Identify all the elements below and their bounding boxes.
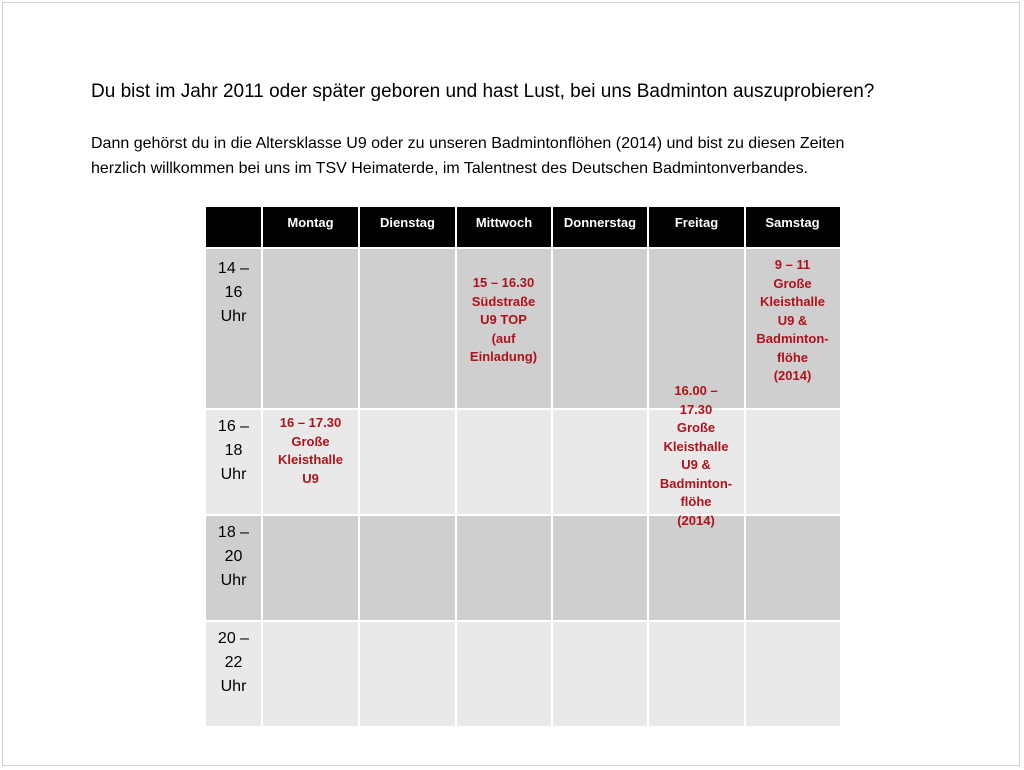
slot-label-18-20: 18 – 20 Uhr [217, 524, 250, 589]
intro-text [91, 131, 991, 181]
intro-line-2: herzlich willkommen bei uns im TSV Heimaterde, im Talentnest des Deutschen Badmintonverbandes. [91, 160, 809, 177]
event-samstag: 9 – 11 Große Kleisthalle U9 & Badminton- flöhe (2014) [756, 257, 829, 383]
slot-label-16-18: 16 – 18 Uhr [217, 418, 250, 483]
header-freitag: Freitag [648, 207, 745, 247]
schedule-table [206, 207, 840, 726]
slot-label-14-16: 14 – 16 Uhr [217, 260, 250, 325]
intro-line-1: Dann gehörst du in die Altersklasse U9 oder zu unseren Badmintonflöhen (2014) und bist zu diesen Zeiten [91, 135, 845, 152]
header-donnerstag: Donnerstag [552, 207, 648, 247]
heading: Du bist im Jahr 2011 oder später geboren und hast Lust, bei uns Badminton auszuprobieren? [91, 81, 875, 102]
header-corner [206, 207, 262, 247]
header-samstag: Samstag [745, 207, 840, 247]
header-dienstag: Dienstag [359, 207, 456, 247]
event-freitag: 16.00 – 17.30 Große Kleisthalle U9 & Badminton- flöhe (2014) [659, 383, 733, 528]
slot-label-20-22: 20 – 22 Uhr [217, 630, 250, 695]
event-montag: 16 – 17.30 Große Kleisthalle U9 [277, 415, 344, 486]
header-mittwoch: Mittwoch [456, 207, 552, 247]
header-montag: Montag [262, 207, 359, 247]
event-mittwoch: 15 – 16.30 Südstraße U9 TOP (auf Einladung) [469, 275, 538, 364]
